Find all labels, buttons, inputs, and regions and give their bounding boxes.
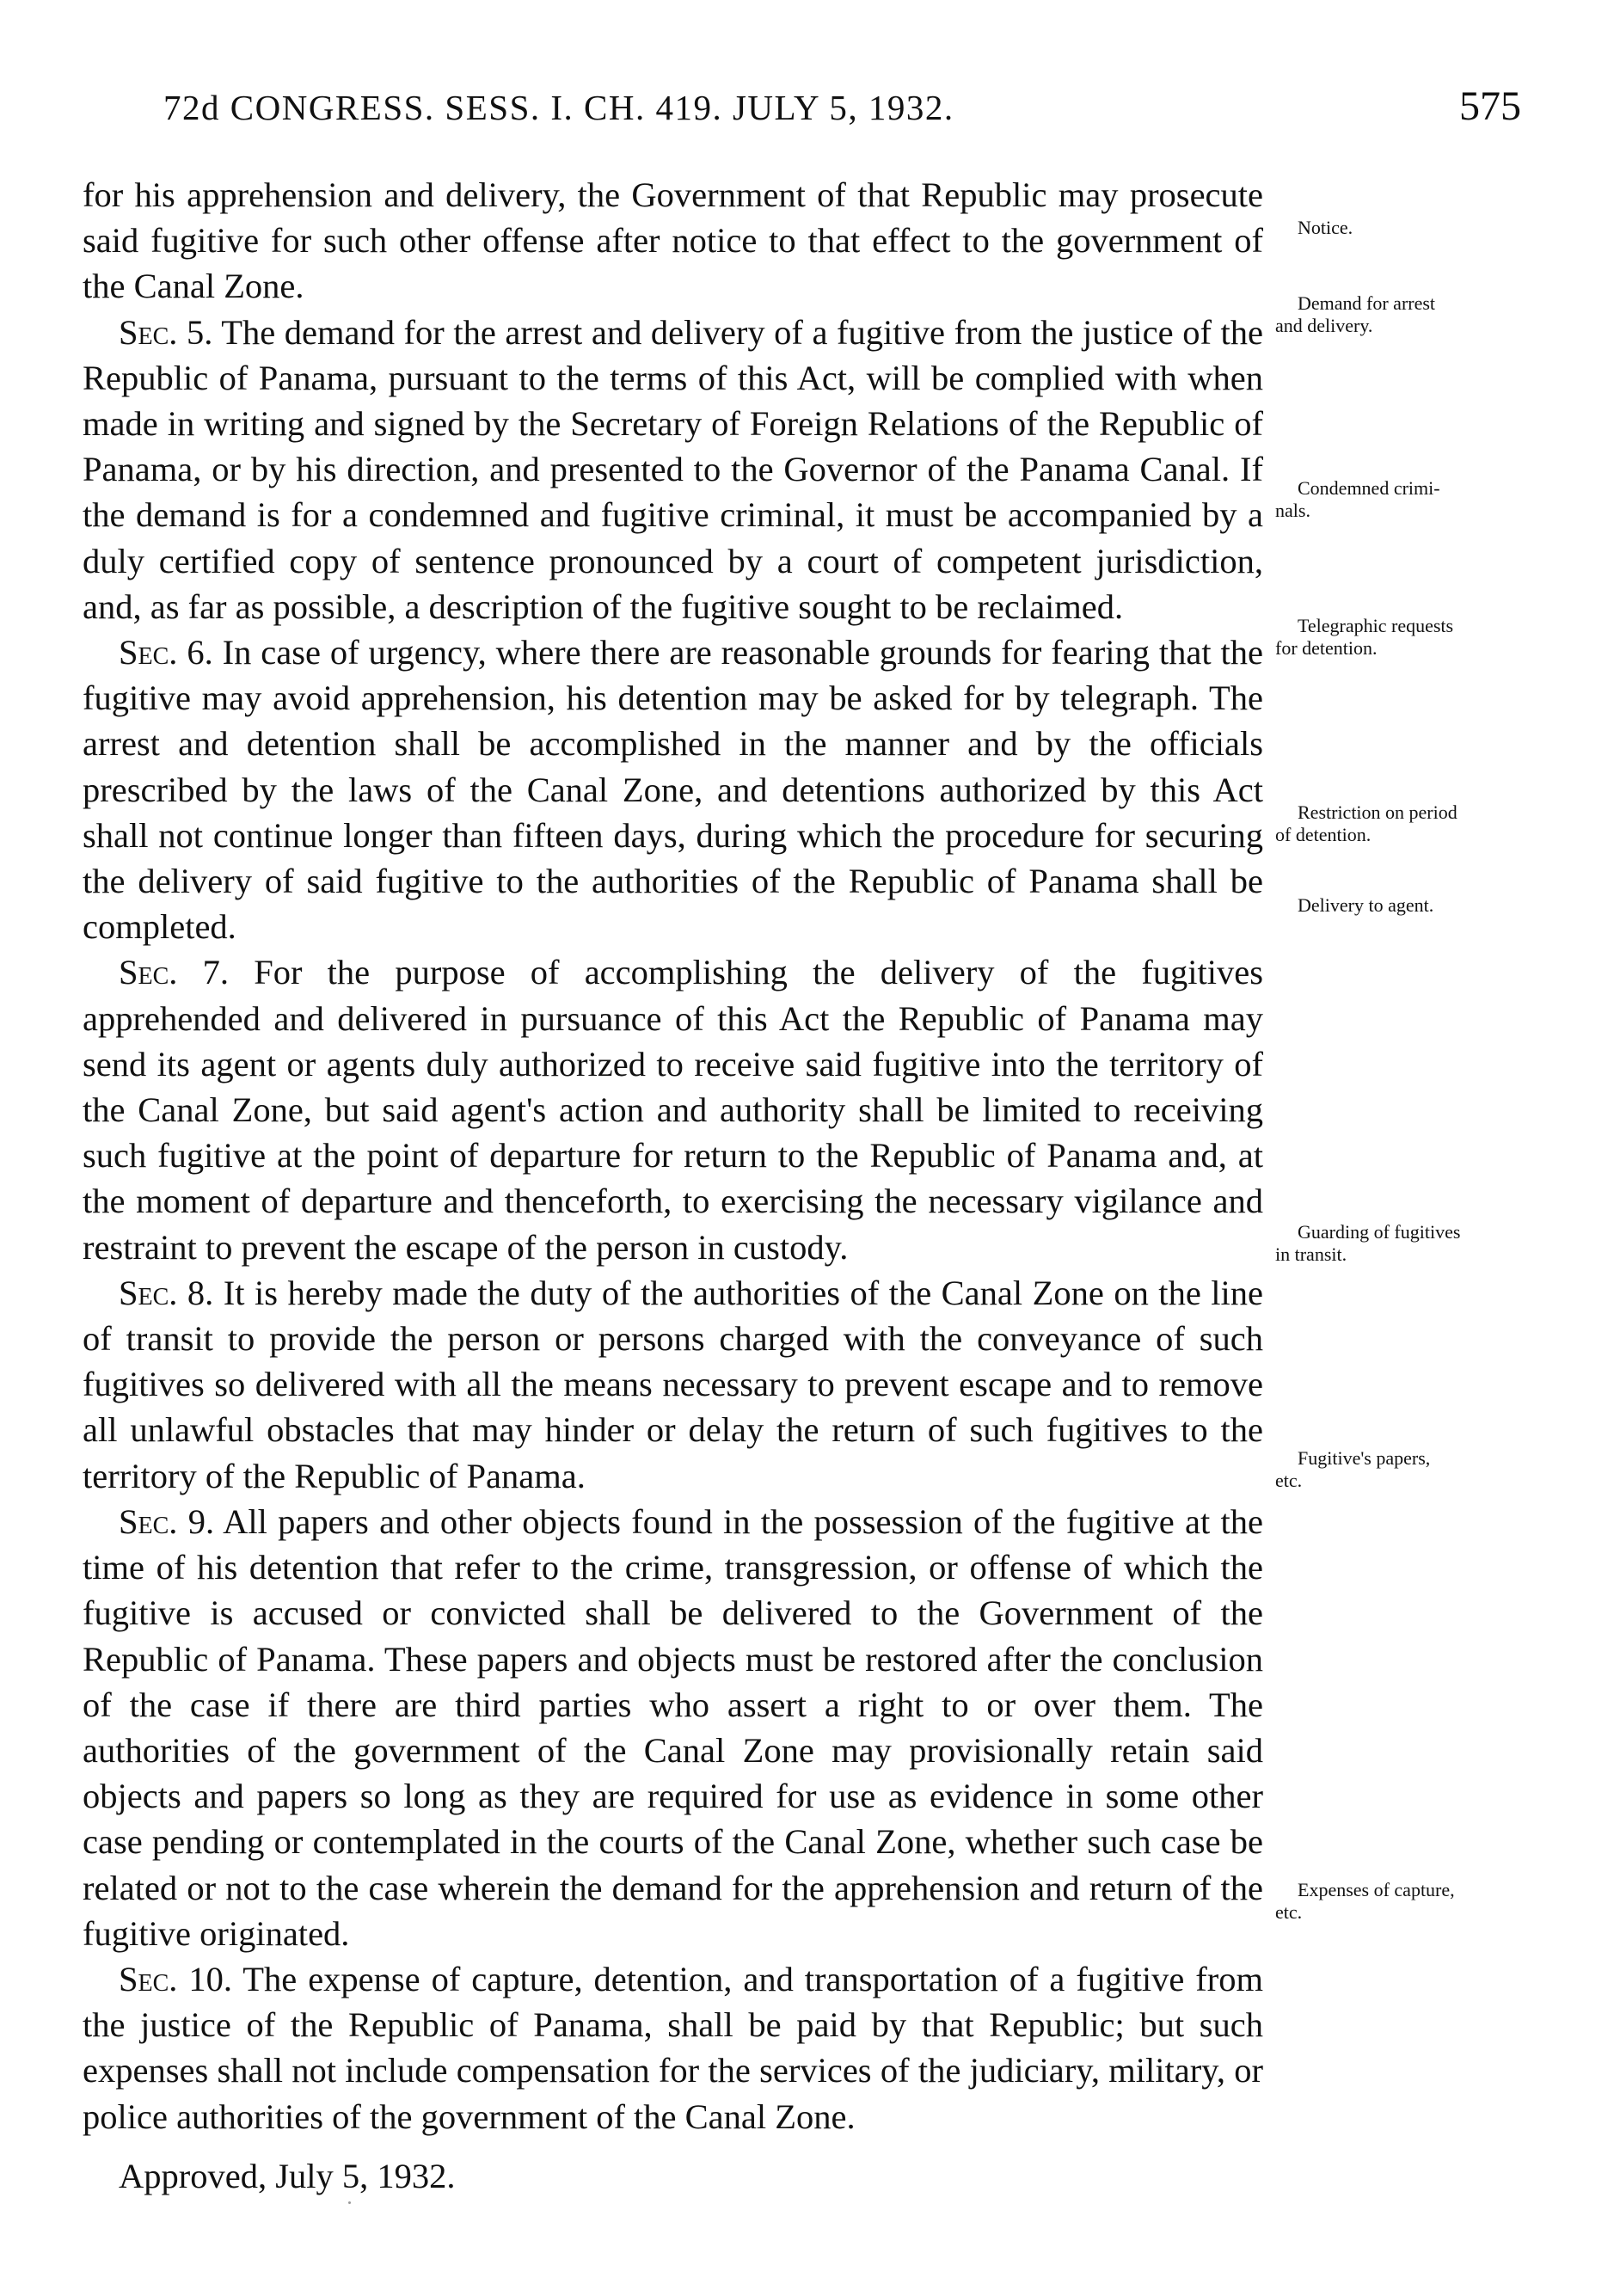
margin-note-delivery (1275, 894, 1533, 917)
margin-note-line: etc. (1275, 1470, 1303, 1491)
section-9 (83, 1499, 1263, 1956)
margin-note-line: Condemned crimi- (1298, 477, 1440, 499)
margin-note-condemned (1275, 477, 1533, 522)
section-text: It is hereby made the duty of the authorities of the Canal Zone on the line of transit to provide the person or persons charged with the conveyance of such fugitives so delivered with all the means necessary to prevent escape and to remove all unlawful obstacles that may hinder or delay the return of such fugitives to the territory of the Republic of Panama. (83, 1273, 1264, 1495)
page-number: 575 (1459, 83, 1521, 129)
section-label: Sec. 5. (119, 312, 213, 352)
section-label: Sec. 10. (119, 1959, 233, 1998)
margin-note-restriction (1275, 801, 1533, 846)
margin-note-line: nals. (1275, 500, 1310, 521)
margin-note-line: of detention. (1275, 824, 1372, 845)
body-text (83, 172, 1263, 2199)
section-label: Sec. 6. (119, 633, 213, 672)
margin-note-line: Fugitive's papers, (1298, 1447, 1431, 1469)
section-text: For the purpose of accomplishing the delivery of the fugitives apprehended and delivered in pursuance of this Act the Republic of Panama may send its agent or agents duly authorized to receive said fugitive into the territory of the Canal Zone, but said agent's action and authority shall be limited to receiving such fugitive at the point of departure for return to the Republic of Panama and, at the moment of departure and thenceforth, to exercising the necessary vigilance and restraint to prevent the escape of the person in custody. (83, 953, 1264, 1267)
margin-note-line: and delivery. (1275, 315, 1373, 336)
section-7 (83, 949, 1263, 1269)
margin-note-line: Demand for arrest (1298, 292, 1436, 314)
margin-note-expenses (1275, 1879, 1533, 1924)
paper-speck (348, 2201, 351, 2204)
margin-note-demand (1275, 292, 1533, 337)
section-text: In case of urgency, where there are reasonable grounds for fearing that the fugitive may avoid apprehension, his detention may be asked for by telegraph. The arrest and detention shall be accomplished in the manner and by the officials prescribed by the laws of the Canal Zone, and detentions authorized by this Act shall not continue longer than fifteen days, during which the procedure for securing the delivery of said fugitive to the authorities of the Republic of Panama shall be completed. (83, 633, 1263, 947)
margin-note-papers (1275, 1447, 1533, 1492)
section-text: All papers and other objects found in the possession of the fugitive at the time of his detention that refer to the crime, transgression, or offense of which the fugitive is accused or convicted shall be delivered to the Government of the Republic of Panama. These papers and objects must be restored after the conclusion of the case if there are third parties who assert a right to or over them. The authorities of the government of the Canal Zone may provisionally retain said objects and papers so long as they are required for use as evidence in some other case pending or contemplated in the courts of the Canal Zone, whether such case be related or not to the case wherein the demand for the apprehension and return of the fugitive originated. (83, 1501, 1263, 1953)
margin-note-line: Telegraphic requests (1298, 615, 1454, 636)
section-label: Sec. 8. (119, 1273, 214, 1312)
running-head: 72d CONGRESS. SESS. I. CH. 419. JULY 5, 1932. (163, 88, 954, 127)
continuation-paragraph: for his apprehension and delivery, the Government of that Republic may prosecute said fugitive for such other offense after notice to that effect to the government of the Canal Zone. (83, 175, 1263, 306)
margin-note-line: Notice. (1298, 217, 1353, 238)
margin-note-notice (1275, 217, 1533, 239)
margin-note-guarding (1275, 1221, 1533, 1266)
section-6 (83, 629, 1263, 949)
section-text: The expense of capture, detention, and transportation of a fugitive from the justice of the Republic of Panama, shall be paid by that Republic; but such expenses shall not include compensation for the services of the judiciary, military, or police authorities of the government of the Canal Zone. (83, 1959, 1263, 2136)
section-5 (83, 310, 1263, 629)
margin-note-line: Delivery to agent. (1298, 894, 1434, 916)
margin-note-line: Expenses of capture, (1298, 1879, 1455, 1900)
section-label: Sec. 7. (119, 953, 230, 992)
section-label: Sec. 9. (119, 1501, 215, 1541)
section-10 (83, 1956, 1263, 2139)
approval-line: Approved, July 5, 1932. (119, 2156, 456, 2195)
section-8 (83, 1270, 1263, 1499)
margin-note-telegraphic (1275, 615, 1533, 660)
margin-note-line: Restriction on period (1298, 801, 1458, 823)
margin-note-line: etc. (1275, 1901, 1303, 1923)
margin-note-line: for detention. (1275, 637, 1378, 659)
section-text: The demand for the arrest and delivery of a fugitive from the justice of the Republic of Panama, pursuant to the terms of this Act, will be complied with when made in writing and signed by the Secretary of Foreign Relations of the Republic of Panama, or by his direction, and presented to the Governor of the Panama Canal. If the demand is for a condemned and fugitive criminal, it must be accompanied by a duly certified copy of sentence pronounced by a court of competent jurisdiction, and, as far as possible, a description of the fugitive sought to be reclaimed. (83, 312, 1263, 626)
margin-note-line: in transit. (1275, 1243, 1347, 1265)
margin-note-line: Guarding of fugitives (1298, 1221, 1461, 1243)
